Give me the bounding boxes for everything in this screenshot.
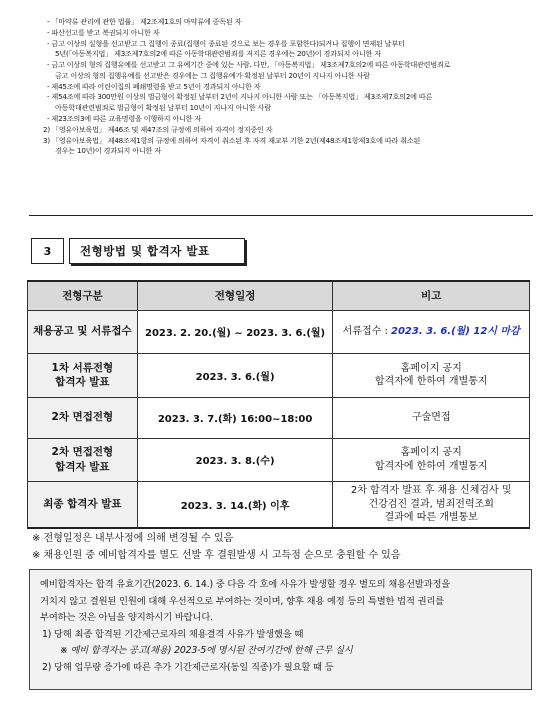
section-title: 전형방법 및 합격자 발표 bbox=[69, 238, 245, 264]
remarks-cell bbox=[333, 438, 530, 481]
remarks-cell: 구술면접 bbox=[333, 397, 530, 438]
date-cell: 2023. 3. 6.(월) bbox=[137, 353, 333, 397]
disqualification-line: 2) 「영유아보육법」 제46조 및 제47조의 규정에 의하여 자격이 정지중인 자 bbox=[43, 124, 273, 134]
remarks-line: 결과에 따른 개별통보 bbox=[384, 512, 478, 523]
table-row bbox=[28, 481, 530, 528]
date-cell: 2023. 3. 14.(화) 이후 bbox=[137, 481, 333, 528]
disqualification-line: - 금고 이상의 실형을 선고받고 그 집행이 종료(집행이 종료된 것으로 보는 경우를 포함한다)되거나 집행이 면제된 날부터 bbox=[47, 38, 405, 48]
stage-line: 1차 서류전형 bbox=[51, 361, 114, 374]
remarks-line: 홈페이지 공지 bbox=[400, 362, 462, 374]
disqualification-line: - 파산선고를 받고 복권되지 아니한 자 bbox=[47, 27, 160, 37]
disqualification-line: - 제23조의3에 따른 교육명령을 이행하지 아니한 자 bbox=[47, 114, 202, 124]
disqualification-line: 아동학대관련범죄로 벌금형이 확정된 날부터 10년이 지나지 아니한 사람 bbox=[55, 103, 271, 113]
disqualification-line: - 제54조에 따라 300만원 이상의 벌금형이 확정된 날부터 2년이 지나지 아니한 사람 또는 「아동복지법」 제3조제7호의2에 따른 bbox=[47, 92, 433, 102]
condition-item-1-note: ※ 예비 합격자는 공고(채용) 2023-5에 명시된 잔여기간에 한해 근무 실시 bbox=[60, 645, 353, 657]
stage-cell bbox=[28, 353, 138, 397]
deadline-emphasis: 2023. 3. 6.(월) 12시 마감 bbox=[391, 325, 520, 337]
section-header bbox=[31, 238, 245, 264]
remarks-line: 합격자에 한하여 개별통지 bbox=[374, 460, 488, 472]
header-schedule: 전형일정 bbox=[137, 281, 333, 310]
paragraph-line: 부여하는 것은 아님을 양지하시기 바랍니다. bbox=[40, 612, 213, 624]
note-line: ※ 전형일정은 내부사정에 의해 변경될 수 있음 bbox=[32, 533, 234, 544]
stage-line: 2차 면접전형 bbox=[51, 446, 114, 459]
paragraph-line: 예비합격자는 합격 유효기간(2023. 6. 14.) 중 다음 각 호에 사유가 발생할 경우 별도의 채용선발과정을 bbox=[40, 579, 451, 590]
disqualification-line: - 금고 이상의 형의 집행유예를 선고받고 그 유예기간 중에 있는 사람. 다만, 「아동복지법」 제3조제7호의2에 따른 아동학대관련범죄로 bbox=[47, 60, 451, 70]
stage-cell: 2차 면접전형 bbox=[28, 397, 138, 438]
stage-line: 합격자 발표 bbox=[55, 376, 110, 388]
disqualification-line: - 「마약류 관리에 관한 법률」 제2조제1호의 마약류에 중독된 자 bbox=[47, 17, 242, 26]
remarks-cell bbox=[333, 353, 530, 397]
remarks-line: 홈페이지 공지 bbox=[400, 447, 462, 458]
stage-cell: 최종 합격자 발표 bbox=[28, 481, 138, 528]
disqualification-list bbox=[29, 13, 533, 216]
paragraph-line: 거치지 않고 결원된 인원에 대해 우선적으로 부여하는 것이며, 향후 채용 예정 등의 특별한 법적 권리를 bbox=[40, 595, 445, 607]
reserve-candidate-box bbox=[29, 569, 532, 690]
disqualification-line: 경우는 10년)이 경과되지 아니한 자 bbox=[55, 146, 161, 156]
stage-cell: 채용공고 및 서류접수 bbox=[28, 310, 138, 353]
stage-cell bbox=[28, 438, 138, 481]
disqualification-line: 금고 이상의 형의 집행유예를 선고받은 경우에는 그 집행유예가 확정된 날부터 20년이 지나지 아니한 사람 bbox=[55, 70, 370, 80]
remarks-cell bbox=[333, 310, 530, 353]
disqualification-line: 3) 「영유아보육법」 제48조제1항의 규정에 의하여 자격이 취소된 후 자격 재교부 기한 2년(제48조제1항제3호에 따라 취소된 bbox=[43, 135, 421, 145]
remarks-cell bbox=[333, 481, 530, 528]
date-cell: 2023. 3. 8.(수) bbox=[137, 438, 333, 481]
table-row bbox=[28, 310, 530, 353]
table-row bbox=[28, 397, 530, 438]
schedule-notes bbox=[32, 530, 400, 564]
condition-item-2: 2) 당해 업무량 증가에 따른 추가 기간제근로자(동일 직종)가 필요할 때 등 bbox=[42, 661, 334, 673]
remarks-line: 건강검진 결과, 범죄전력조회 bbox=[368, 498, 494, 510]
date-cell: 2023. 3. 7.(화) 16:00~18:00 bbox=[137, 397, 333, 438]
remarks-line: 합격자에 한하여 개별통지 bbox=[374, 376, 488, 387]
header-stage: 전형구분 bbox=[28, 281, 138, 310]
condition-item-1: 1) 당해 최종 합격된 기간제근로자의 채용결격 사유가 발생했을 때 bbox=[42, 628, 304, 640]
table-row bbox=[28, 438, 530, 481]
remarks-prefix: 서류접수 : bbox=[342, 325, 391, 337]
section-number: 3 bbox=[31, 238, 64, 264]
note-line: ※ 채용인원 중 예비합격자를 별도 선발 후 결원발생 시 고득점 순으로 충원할 수 있음 bbox=[32, 550, 401, 561]
schedule-table bbox=[27, 280, 530, 529]
date-cell: 2023. 2. 20.(월) ~ 2023. 3. 6.(월) bbox=[137, 310, 333, 353]
disqualification-line: - 제45조에 따라 어린이집의 폐쇄명령을 받고 5년이 경과되지 아니한 자 bbox=[47, 81, 261, 91]
table-header-row bbox=[28, 281, 530, 310]
header-remarks: 비고 bbox=[333, 281, 530, 310]
remarks-line: 2차 합격자 발표 후 채용 신체검사 및 bbox=[350, 485, 512, 496]
table-row bbox=[28, 353, 530, 397]
disqualification-line: 5년(「아동복지법」 제3조제7호의2에 따른 아동학대관련범죄를 저지른 경우에는 20년)이 경과되지 아니한 자 bbox=[55, 49, 381, 59]
stage-line: 합격자 발표 bbox=[55, 460, 110, 473]
